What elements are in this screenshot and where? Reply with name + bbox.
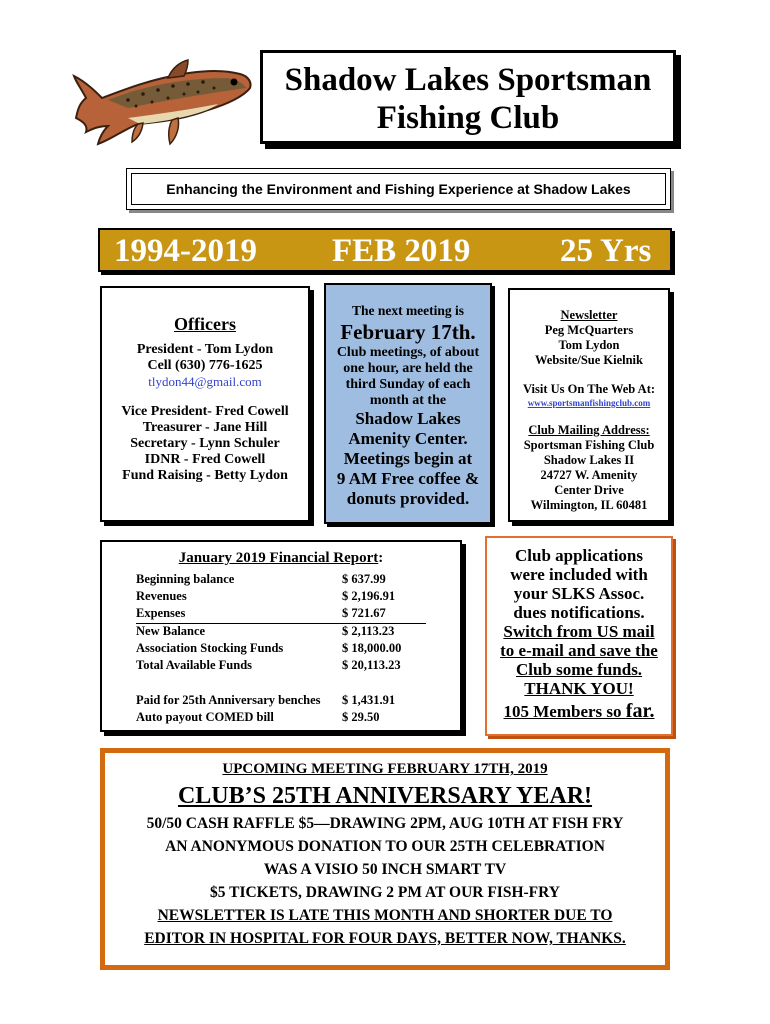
applications-line: your SLKS Assoc. — [513, 584, 645, 603]
meeting-text-line: third Sunday of each — [345, 377, 471, 392]
finance-row-value: $ 20,113.23 — [342, 658, 401, 672]
club-website-link[interactable]: www.sportsmanfishingclub.com — [527, 398, 651, 408]
financial-report-panel — [100, 540, 462, 732]
finance-row-label: Association Stocking Funds — [136, 641, 284, 655]
applications-panel — [485, 536, 673, 736]
members-count — [487, 700, 671, 723]
banner-issue-date: FEB 2019 — [332, 233, 471, 269]
finance-row — [136, 693, 426, 710]
members-count-text: 105 Members so — [503, 702, 622, 721]
mailing-address-line: Center Drive — [554, 483, 624, 497]
finance-row-label: New Balance — [136, 624, 206, 638]
finance-row-value: $ 29.50 — [342, 710, 380, 724]
officer-idnr: IDNR - Fred Cowell — [144, 452, 266, 467]
officers-panel — [100, 286, 310, 522]
applications-line: were included with — [510, 565, 648, 584]
applications-line: Club applications — [514, 546, 643, 565]
mailing-address-line: Sportsman Fishing Club — [523, 438, 655, 452]
upcoming-text-line: WAS A VISIO 50 INCH SMART TV — [263, 861, 507, 878]
anniversary-headline: CLUB’S 25TH ANNIVERSARY YEAR! — [177, 783, 593, 809]
upcoming-text-line: 50/50 CASH RAFFLE $5—DRAWING 2PM, AUG 10TH AT FISH FRY — [146, 815, 624, 832]
banner-years: 1994-2019 — [114, 233, 257, 269]
trout-logo-image — [68, 48, 253, 158]
meeting-text-line: month at the — [369, 393, 447, 408]
finance-row-value: $ 2,113.23 — [342, 624, 395, 638]
mailing-address-heading: Club Mailing Address: — [528, 423, 650, 437]
finance-row — [136, 658, 426, 675]
banner-anniversary: 25 Yrs — [560, 233, 652, 269]
upcoming-notice-line: EDITOR IN HOSPITAL FOR FOUR DAYS, BETTER NOW, THANKS. — [144, 930, 626, 947]
upcoming-text-line: $5 TICKETS, DRAWING 2 PM AT OUR FISH-FRY — [210, 884, 560, 901]
upcoming-notice-line: NEWSLETTER IS LATE THIS MONTH AND SHORTER DUE TO — [157, 907, 613, 924]
thank-you-text: THANK YOU! — [524, 679, 634, 698]
finance-row — [136, 589, 426, 606]
newsletter-heading: Newsletter — [560, 308, 618, 322]
meeting-intro: The next meeting is — [351, 303, 465, 318]
meeting-location-line: donuts provided. — [346, 489, 470, 508]
upcoming-meeting-box — [100, 748, 670, 970]
meeting-date: February 17th. — [340, 320, 476, 344]
meeting-location-line: Shadow Lakes — [355, 409, 461, 428]
officer-treasurer: Treasurer - Jane Hill — [142, 420, 268, 435]
meeting-location-line: 9 AM Free coffee & — [336, 469, 480, 488]
finance-row — [136, 572, 426, 589]
officers-heading: Officers — [174, 314, 236, 334]
officer-secretary: Secretary - Lynn Schuler — [130, 436, 280, 451]
officer-email-link[interactable]: tlydon44@gmail.com — [148, 374, 262, 389]
officer-vice-president: Vice President- Fred Cowell — [121, 404, 289, 419]
applications-email-line: to e-mail and save the — [500, 641, 658, 660]
mailing-address-line: Wilmington, IL 60481 — [530, 498, 648, 512]
financial-report-title: January 2019 Financial Report — [178, 550, 379, 566]
mailing-address-line: 24727 W. Amenity — [540, 468, 638, 482]
members-count-tail: far. — [625, 700, 655, 722]
finance-row-label: Auto payout COMED bill — [136, 710, 274, 724]
finance-row-label: Beginning balance — [136, 572, 235, 586]
meeting-location-line: Amenity Center. — [348, 429, 468, 448]
tagline-box — [126, 168, 671, 210]
masthead-title-box — [260, 50, 676, 144]
finance-row — [136, 606, 426, 624]
finance-row-label: Revenues — [136, 589, 187, 603]
meeting-text-line: Club meetings, of about — [336, 345, 480, 360]
mailing-address-line: Shadow Lakes II — [543, 453, 635, 467]
applications-email-line: Switch from US mail — [503, 622, 655, 641]
finance-row-label: Paid for 25th Anniversary benches — [136, 693, 321, 707]
finance-row-value: $ 721.67 — [342, 606, 386, 620]
finance-row-value: $ 18,000.00 — [342, 641, 402, 655]
officer-president: President - Tom Lydon — [136, 342, 274, 357]
finance-row-value: $ 1,431.91 — [342, 693, 396, 707]
upcoming-heading: UPCOMING MEETING FEBRUARY 17TH, 2019 — [222, 761, 548, 777]
officer-fund-raising: Fund Raising - Betty Lydon — [122, 468, 288, 483]
visit-web-label: Visit Us On The Web At: — [522, 382, 656, 396]
newsletter-editor: Peg McQuarters — [544, 323, 634, 337]
finance-row-value: $ 2,196.91 — [342, 589, 396, 603]
finance-row — [136, 641, 426, 658]
meeting-location-line: Meetings begin at — [343, 449, 473, 468]
newsletter-website-credit: Website/Sue Kielnik — [534, 353, 643, 367]
finance-row — [136, 710, 426, 727]
finance-row-label: Total Available Funds — [136, 658, 253, 672]
finance-row-value: $ 637.99 — [342, 572, 386, 586]
applications-line: dues notifications. — [513, 603, 645, 622]
newsletter-editor2: Tom Lydon — [558, 338, 620, 352]
officer-cell: Cell (630) 776-1625 — [147, 358, 263, 373]
upcoming-text-line: AN ANONYMOUS DONATION TO OUR 25TH CELEBRATION — [165, 838, 605, 855]
issue-banner — [98, 228, 672, 272]
newsletter-panel — [508, 288, 670, 522]
finance-row-label: Expenses — [136, 606, 186, 620]
financial-report-heading — [102, 550, 460, 567]
applications-email-line: Club some funds. — [515, 660, 643, 679]
financial-report-colon: : — [378, 550, 384, 566]
masthead-title-line1: Shadow Lakes Sportsman — [284, 62, 652, 98]
tagline-text: Enhancing the Environment and Fishing Experience at Shadow Lakes — [131, 173, 666, 205]
meeting-text-line: one hour, are held the — [343, 361, 473, 376]
finance-row — [136, 624, 426, 641]
next-meeting-panel — [324, 283, 492, 524]
masthead-title-line2: Fishing Club — [376, 100, 560, 136]
